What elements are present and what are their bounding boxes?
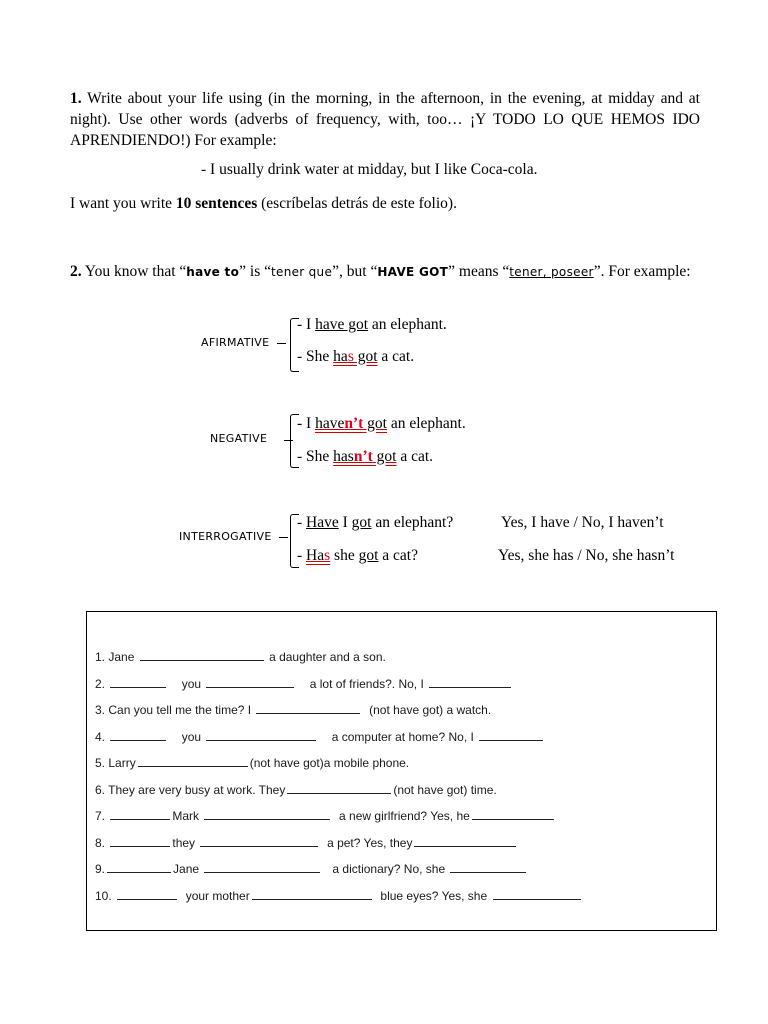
interrogative-line-1: - Have I got an elephant? [297,514,454,531]
sentence-count: 10 sentences [175,195,258,212]
exercise-line-5: 5. Larry (not have got)a mobile phone. [95,756,410,770]
answer-blank[interactable] [117,889,177,900]
interrogative-answer-2: Yes, she has / No, she hasn’t [498,547,675,564]
exercise-1-text [70,88,700,151]
answer-blank[interactable] [200,836,318,847]
exercise-line-3: 3. Can you tell me the time? I (not have got) a watch. [95,703,492,717]
afirmative-line-1: - I have got an elephant. [297,316,447,333]
answer-blank[interactable] [204,809,330,820]
answer-blank[interactable] [206,730,316,741]
answer-blank[interactable] [429,677,511,688]
exercise-line-9: 9. Jane a dictionary? No, she [95,862,528,876]
have-got-term: HAVE GOT [377,265,449,279]
answer-blank[interactable] [252,889,372,900]
negative-line-1: - I haven’t got an elephant. [297,415,466,432]
answer-blank[interactable] [110,836,170,847]
answer-blank[interactable] [107,862,171,873]
interrogative-pointer [279,537,288,538]
negative-label: NEGATIVE [210,432,268,445]
tener-poseer-term: tener, poseer [509,265,594,279]
interrogative-label: INTERROGATIVE [179,530,272,543]
exercise-1-instructions: Write about your life using (in the morning, in the afternoon, in the evening, at midday and at night). Use other words (adverbs of frequency, with, too… ¡Y TODO LO QUE HEMOS IDO APRENDIENDO!) For example: [70,90,700,149]
exercise-line-8: 8. they a pet? Yes, they [95,836,518,850]
answer-blank[interactable] [479,730,543,741]
afirmative-pointer [277,343,286,344]
answer-blank[interactable] [110,730,166,741]
exercise-1-requirement: I want you write 10 sentences (escríbelas detrás de este folio). [70,195,457,212]
answer-blank[interactable] [206,677,294,688]
afirmative-line-2: - She has got a cat. [297,348,415,365]
answer-blank[interactable] [110,809,170,820]
interrogative-line-2: - Has she got a cat? [297,547,418,564]
exercise-1-number: 1. [70,90,82,107]
answer-blank[interactable] [493,889,581,900]
answer-blank[interactable] [472,809,554,820]
exercise-2-text: 2. You know that “have to” is “tener que”, but “HAVE GOT” means “tener, poseer”. For example: [70,263,691,280]
exercise-line-6: 6. They are very busy at work. They (not have got) time. [95,783,497,797]
answer-blank[interactable] [287,783,391,794]
answer-blank[interactable] [140,650,264,661]
exercise-line-7: 7. Mark a new girlfriend? Yes, he [95,809,556,823]
exercise-2-number: 2. [70,263,82,280]
tener-que-term: tener que [271,265,333,279]
exercise-box [86,611,717,931]
answer-blank[interactable] [256,703,360,714]
exercise-line-10: 10. your mother blue eyes? Yes, she [95,889,583,903]
answer-blank[interactable] [110,677,166,688]
negative-line-2: - She hasn’t got a cat. [297,448,434,465]
answer-blank[interactable] [414,836,516,847]
exercise-line-4: 4. you a computer at home? No, I [95,730,545,744]
answer-blank[interactable] [450,862,526,873]
answer-blank[interactable] [138,756,248,767]
answer-blank[interactable] [204,862,320,873]
exercise-line-2: 2. you a lot of friends?. No, I [95,677,513,691]
exercise-line-1: 1. Jane a daughter and a son. [95,650,386,664]
have-to-term: have to [186,265,240,279]
afirmative-label: AFIRMATIVE [201,336,270,349]
interrogative-answer-1: Yes, I have / No, I haven’t [501,514,664,531]
exercise-1-example: - I usually drink water at midday, but I like Coca-cola. [201,161,538,178]
